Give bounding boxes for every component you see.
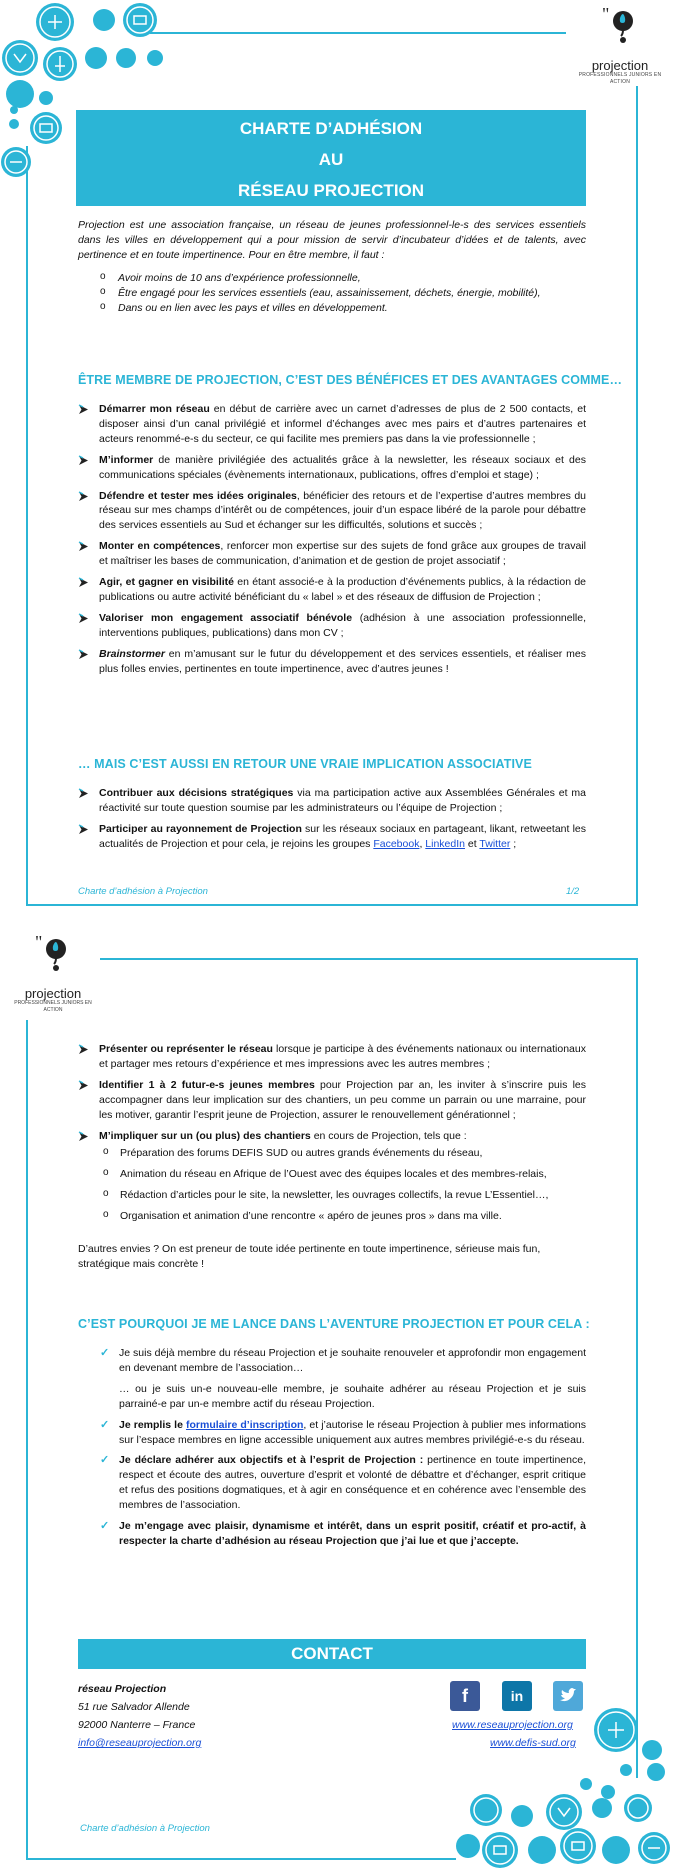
contact-heading: CONTACT bbox=[78, 1639, 586, 1669]
logo-text: projection bbox=[591, 57, 649, 73]
requirement-item: o Dans ou en lien avec les pays et villes en développement. bbox=[96, 301, 586, 316]
benefit-item: Défendre et tester mes idées originales, bénéficier des retours et de l’expertise d’autres membres du réseau sur mes champs d’intérêt ou de compétences, jouir d’un espace libéré de la parole pour débattre des services essentiels au Sud et échanger sur les difficultés, solutions et succès ; bbox=[78, 489, 586, 534]
projects-list bbox=[99, 1146, 586, 1224]
linkedin-link[interactable]: LinkedIn bbox=[425, 837, 465, 850]
services-icons-cluster bbox=[456, 1700, 676, 1874]
frame-top-line bbox=[150, 32, 566, 34]
checkmark-icon: ✓ bbox=[100, 1347, 110, 1359]
benefit-item: M’informer de manière privilégiée des actualités grâce à la newsletter, les réseaux sociaux et des communications spéciales (évènements internationaux, publications, offres d’emploi et stage) ; bbox=[78, 453, 586, 483]
frame-bottom-line bbox=[26, 1858, 456, 1860]
frame-left-line bbox=[26, 146, 28, 904]
arrow-bullet-icon bbox=[78, 491, 89, 502]
involvement-list-continued bbox=[78, 1042, 586, 1230]
arrow-bullet-icon bbox=[78, 824, 89, 835]
involvement-item: Identifier 1 à 2 futur-e-s jeunes membres pour Projection par an, les inviter à s’inscrire puis les accompagner dans leur implication sur des chantiers, un peu comme un parrain ou une marraine, pour les motiver, garantir l’esprit jeune de Projection, assurer le renouvellement générationnel ; bbox=[78, 1078, 586, 1123]
frame-right-line bbox=[636, 958, 638, 1778]
logo-text: projection bbox=[24, 985, 82, 1001]
commitment-item: ✓ Je m’engage avec plaisir, dynamisme et intérêt, dans un esprit positif, créatif et pro-actif, à respecter la charte d’adhésion au réseau Projection que j’ai lue et que j’accepte. bbox=[100, 1520, 586, 1547]
org-name: réseau Projection bbox=[78, 1683, 167, 1695]
commitment-heading: C’EST POURQUOI JE ME LANCE DANS L’AVENTURE PROJECTION ET POUR CELA : bbox=[78, 1317, 590, 1331]
commitment-item: ✓ Je suis déjà membre du réseau Projection et je souhaite renouveler et approfondir mon engagement en devenant membre de l’association… … ou je suis un-e nouveau-elle membre, je souhaite adhérer au réseau Projection et je suis parrainé-e par un-e membre actif du réseau Projection. bbox=[100, 1347, 586, 1410]
street-line: 51 rue Salvador Allende bbox=[78, 1701, 190, 1713]
logo-tagline: PROFESSIONNELS JUNIORS EN ACTION bbox=[578, 71, 662, 85]
requirement-item: o Avoir moins de 10 ans d’expérience professionnelle, bbox=[96, 271, 586, 286]
frame-left-line bbox=[26, 1020, 28, 1860]
svg-text:": " bbox=[35, 934, 43, 952]
postal-address bbox=[78, 1680, 201, 1752]
defis-sud-link[interactable]: www.defis-sud.org bbox=[490, 1737, 576, 1749]
frame-top-line bbox=[100, 958, 638, 960]
logo-mark-icon bbox=[600, 6, 640, 54]
project-item: o Animation du réseau en Afrique de l’Ouest avec des équipes locales et des membres-relais, bbox=[99, 1167, 586, 1182]
city-line: 92000 Nanterre – France bbox=[78, 1719, 196, 1731]
involvement-item: Participer au rayonnement de Projection sur les réseaux sociaux en partageant, likant, retweetant les actualités de Projection et pour cela, je rejoins les groupes Facebook, LinkedIn et Twitter ; bbox=[78, 822, 586, 852]
title-line-3: RÉSEAU PROJECTION bbox=[237, 181, 425, 200]
intro-block bbox=[78, 218, 586, 315]
involvement-item: Présenter ou représenter le réseau lorsque je participe à des événements nationaux ou internationaux et partager mes retours d’expérience et mes impressions avec les autres membres ; bbox=[78, 1042, 586, 1072]
involvement-item: M’impliquer sur un (ou plus) des chantiers en cours de Projection, tels que : o Préparation des forums DEFIS SUD ou autres grands événements du réseau, o Animation du réseau en Afrique de l’Ouest avec des équipes locales et des membres-relais, o Rédaction d’articles pour le site, la newsletter, les ouvrages collectifs, la revue L’Essentiel…, o Organisation et animation d’une rencontre « apéro de jeunes pros » dans ma ville. bbox=[78, 1129, 586, 1225]
page-1-footer-label: Charte d’adhésion à Projection bbox=[78, 886, 208, 897]
logo-mark-icon bbox=[33, 934, 73, 982]
arrow-bullet-icon bbox=[78, 613, 89, 624]
project-item: o Préparation des forums DEFIS SUD ou autres grands événements du réseau, bbox=[99, 1146, 586, 1161]
registration-form-link[interactable]: formulaire d’inscription bbox=[185, 1418, 304, 1431]
intro-paragraph: Projection est une association française, un réseau de jeunes professionnel-le-s des services essentiels dans les villes en développement qui a pour mission de servir d’incubateur d’idées et de talents, avec pertinence et en toute impertinence. Pour en être membre, il faut : bbox=[78, 219, 586, 261]
frame-right-line bbox=[636, 86, 638, 906]
arrow-bullet-icon bbox=[78, 1044, 89, 1055]
checkmark-icon: ✓ bbox=[100, 1454, 110, 1467]
svg-text:": " bbox=[602, 6, 610, 24]
involvement-item: Contribuer aux décisions stratégiques via ma participation active aux Assemblées Générales et ma réactivité sur toute question soumise par les administrateurs ou l’équipe de Projection ; bbox=[78, 786, 586, 816]
projection-logo bbox=[8, 934, 98, 1014]
charter-title-box bbox=[76, 110, 586, 206]
title-line-1: CHARTE D’ADHÉSION bbox=[239, 119, 423, 138]
projection-logo bbox=[570, 6, 670, 86]
arrow-bullet-icon bbox=[78, 577, 89, 588]
benefit-item: Agir, et gagner en visibilité en étant associé-e à la production d’événements publics, à la rédaction de publications ou autre activité bénéficiant du « label » et des réseaux de diffusion de Projection ; bbox=[78, 575, 586, 605]
page-number: 1/2 bbox=[566, 886, 580, 897]
requirement-item: o Être engagé pour les services essentiels (eau, assainissement, déchets, énergie, mobilité), bbox=[96, 286, 586, 301]
arrow-bullet-icon bbox=[78, 455, 89, 466]
benefits-list bbox=[78, 402, 586, 683]
frame-bottom-line bbox=[26, 904, 638, 906]
benefit-item: Démarrer mon réseau en début de carrière avec un carnet d’adresses de plus de 2 500 contacts, et disposer ainsi d’un canal privilégié et informel d’échanges avec mes pairs et d’autres partenaires et acteurs renommé-e-s du secteur, ce qui facilite mes premiers pas dans la vie professionnelle ; bbox=[78, 402, 586, 447]
website-link[interactable]: www.reseauprojection.org bbox=[452, 1719, 573, 1731]
involvement-heading: … MAIS C’EST AUSSI EN RETOUR UNE VRAIE IMPLICATION ASSOCIATIVE bbox=[78, 757, 532, 771]
arrow-bullet-icon bbox=[78, 541, 89, 552]
commitment-item: ✓ Je remplis le formulaire d’inscription, et j’autorise le réseau Projection à publier mes informations sur l’espace membres en ligne accessible uniquement aux autres membres privilégié-e-s du réseau. bbox=[100, 1418, 587, 1446]
arrow-bullet-icon bbox=[78, 1080, 89, 1091]
commitment-item: ✓ Je déclare adhérer aux objectifs et à l’esprit de Projection : pertinence en toute impertinence, respect et écoute des autres, ouverture d’esprit et volonté de débattre et d’échanger, esprit critique et refus des positions dogmatiques, et à agir en conséquence et en cohérence avec l’ensemble des membres de l’association. bbox=[100, 1454, 586, 1512]
checkmark-icon: ✓ bbox=[100, 1418, 110, 1431]
linkedin-icon[interactable]: in bbox=[502, 1681, 532, 1711]
checkmark-icon: ✓ bbox=[100, 1520, 110, 1533]
commitment-alt: … ou je suis un-e nouveau-elle membre, je souhaite adhérer au réseau Projection et je suis parrainé-e par un-e membre actif du réseau Projection. bbox=[119, 1382, 586, 1410]
commitments-list bbox=[98, 1346, 586, 1555]
requirements-list bbox=[96, 271, 586, 316]
logo-tagline: PROFESSIONNELS JUNIORS EN ACTION bbox=[14, 999, 92, 1013]
project-item: o Organisation et animation d’une rencontre « apéro de jeunes pros » dans ma ville. bbox=[99, 1209, 586, 1224]
other-desires-text: D’autres envies ? On est preneur de toute idée pertinente en toute impertinence, sérieuse mais fun, stratégique mais concrète ! bbox=[78, 1243, 541, 1270]
twitter-link[interactable]: Twitter bbox=[479, 837, 511, 850]
arrow-bullet-icon bbox=[78, 788, 89, 799]
benefits-heading: ÊTRE MEMBRE DE PROJECTION, C’EST DES BÉNÉFICES ET DES AVANTAGES COMME… bbox=[78, 373, 623, 387]
contact-email-link[interactable]: info@reseauprojection.org bbox=[78, 1737, 202, 1749]
arrow-bullet-icon bbox=[78, 404, 89, 415]
arrow-bullet-icon bbox=[78, 1131, 89, 1142]
title-line-2: AU bbox=[318, 150, 344, 169]
facebook-link[interactable]: Facebook bbox=[373, 837, 420, 850]
benefit-item: Brainstormer en m’amusant sur le futur du développement et des services essentiels, et réaliser mes plus folles envies, pertinentes en toute impertinence, avec d’autres jeunes ! bbox=[78, 647, 586, 677]
arrow-bullet-icon bbox=[78, 649, 89, 660]
facebook-icon[interactable]: f bbox=[450, 1681, 480, 1711]
project-item: o Rédaction d’articles pour le site, la newsletter, les ouvrages collectifs, la revue L’Essentiel…, bbox=[99, 1188, 586, 1203]
benefit-item: Monter en compétences, renforcer mon expertise sur des sujets de fond grâce aux groupes de travail et maîtriser les bases de communication, d’animation et de gestion de projet associatif ; bbox=[78, 539, 586, 569]
page-2-footer-label: Charte d’adhésion à Projection bbox=[80, 1823, 210, 1834]
benefit-item: Valoriser mon engagement associatif bénévole (adhésion à une association professionnelle, interventions publiques, publications) dans mon CV ; bbox=[78, 611, 586, 641]
involvement-list bbox=[78, 786, 586, 858]
